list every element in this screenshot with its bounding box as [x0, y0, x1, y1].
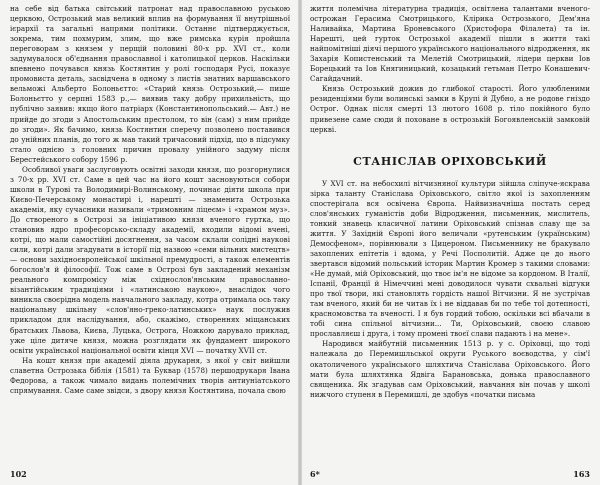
paragraph: Князь Острозький дожив до глибокої старості. Його улюбленими резиденціями були волинські замки в Крупі й Дубно, а не родове гніздо Острог. Однак після смерті 13 лютого 1608 р. тіло покійного було привезене саме сюди й поховане в острозькій Богоявленській замковій церкві.	[310, 84, 590, 134]
right-page	[302, 0, 600, 485]
right-page-text	[310, 4, 590, 400]
paragraph: На кошт князя при академії діяла друкарня, з якої у світ вийшли славетна Острозька біблія (1581) та Буквар (1578) першодрукаря Івана Федорова, а також чимало видань полемічних творів антиуніатського спрямування. Саме саме звідси, з двору князя Костянтина, почала свою	[10, 355, 290, 395]
page-number-left: 102	[10, 469, 27, 479]
left-page-text	[10, 4, 290, 396]
left-page	[0, 0, 298, 485]
page-number-right: 163	[573, 469, 590, 479]
paragraph: життя полемічна літературна традиція, освітлена талантами вченого-острожан Герасима Смотрицького, Клірика Острозького, Дем'яна Наливайка, Мартина Броневського (Христофора Філалета) та ін. Нарешті, цей гурток Острозької академії пішли в життя такі найпомітніші діячі першого українського національного відродження, як Захарія Копистенський та Мелетій Смотрицький, лідери церкви Іов Борецький та Іов Княгиницький, козацький гетьман Петро Конашевич-Сагайдачний.	[310, 4, 590, 84]
section-title: СТАНІСЛАВ ОРІХОВСЬКИЙ	[353, 154, 547, 168]
paragraph: Особливої уваги заслуговують освітні заходи князя, що розгорнулися з 70-х рр. XVI ст. Саме в цей час на його кошт засновуються собори школи в Турові та Володимирі-Волинському, починає діяти школа при Києво-Печерському монастирі і, нарешті — знаменита Острозька академія, яку сучасники називали «тримовним ліцеєм» і «храмом муз». До створеного в Острозі за ініціативою князя вченого гуртка, що становив ядро професорсько-складу академії, входили відомі вчені, котрі, що мали самостійні досягнення, за часом склали солідні наукові сили, котрі дали згадувати в історії під назвою «семи вільних мистецтв» — основи західноєвропейської шкільної премудрості, а також елементів богослов'я й філософії. Тож саме в Острозі був закладений механізм реального компромісу між східнослов'янським православно-візантійським традиціями і «латинською наукою», внаслідок чого виникла своєрідна модель навчального закладу, котра отримала ось таку національну шкільну «слов'яно-греко-латинських» наук послужив прикладом для наслідування, або, скажімо, створеннях міщанських братських Львова, Києва, Луцька, Острога, Ножкою дарувало приклад, уже ціле дитяче князя, можна розглядати як фундамент широкого освіти української національної освіти кінця XVI — початку XVII ст.	[10, 164, 290, 355]
paragraph: на себе від батька світський патронат над православною руською церквою, Острозький мав великий вплив на формування її внутрішньої ієрархії та загальні напрями політики. Останнє підтверджується, зокрема, тим похмурим, злим, що вже римська курія пройшла переговорам з князем у перщій половині 80-х рр. XVI ст., коли задумувалося об'єднання православної і католицької церков. Наскільки впевнено почувався князь Костянтин у ролі господаря Русі, показує промовиста деталь, засвідчена в одному з листів знатних варшавського вельможі Альберто Болоньєтто: «Старий князь Острозький,— пише Болоньєтто у серпні 1583 р.,— виявив таку добру прихильність, що публічно заявив: якщо його патріарх (Константинопольський.— Авт.) не прийде до згоди з Апостольським престолом, то він (сам) з ним прийде до згоди». Як бачимо, князь Костянтин сперечу позволено поставився до унійних планів, до того ж мав такий тричасовий підхід, що в підсумку стало однією з головних причин провалу унійного задуму після Берестейського собору 1596 р.	[10, 4, 290, 164]
paragraph: У XVI ст. на небосхилі вітчизняної культури зійшла сліпуче-яскрава зірка таланту Станіслава Оріховського, світло якої із захопленням спостерігала вся освічена Європа. Найвизначніша постать серед слов'янських гуманістів доби Відродження, письменник, мислитель, тонкий знавець класичної латини Оріховський спізнав славу ще за життя. У Західній Європі його величали «рутенським (українським) Демосфеном», порівнювали з Цицероном. Письменнику не бракувало захоплених епітетів і вдома, у Речі Посполитій. Адже це до нього звертався відомий польський історик Мартин Кромер з такими словами: «Не думай, мій Оріховський, що твоє ім'я не відоме за кордоном. В Італії, Іспанії, Франції й Німеччині мені доводилося чувати схвальні відгуки про твої твори, які становлять гордість нашої Вітчизни. Я не зустрічав там вченого, який би не читав їх і не віддавав би по тебе тої дотепності, красномовства та вченості. І я був гордий тобою, оскільки всі вбачали в тобі сина спільної вітчизни... Ти, Оріховський, своєю славою прославляєш і друга, і тому промені твоєї слави падають і на мене».	[310, 178, 590, 339]
signature-mark: 6*	[310, 469, 320, 479]
paragraph: Народився майбутній письменник 1513 р. у с. Оріховці, що тоді належала до Перемишльської округи Руського воєводства, у сім'ї окатоличеного українського шляхтича Станіслава Оріховського. Його мати була шляхтянка Ядвіга Барановська, донька православного священика. Як згадував сам Оріховський, навчання він почав у школі нижчого ступеня в Перемишлі, де здобув «початки письма	[310, 339, 590, 399]
